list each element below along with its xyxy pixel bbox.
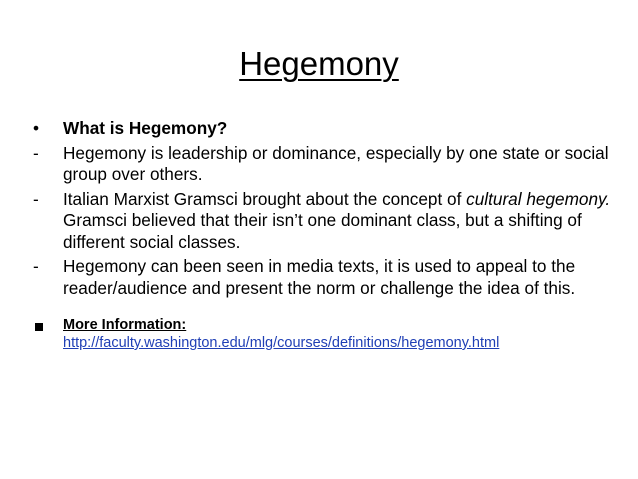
item-text-2-pre: Italian Marxist Gramsci brought about the concept of (63, 188, 467, 209)
item-text-2-post: Gramsci believed that their isn’t one dominant class, but a shifting of different social classes. (63, 210, 582, 252)
list-item (33, 143, 611, 186)
item-text-1: Hegemony is leadership or dominance, especially by one state or social group over others. (63, 142, 609, 184)
dash-marker: - (33, 188, 39, 209)
item-text-2-italic: cultural hegemony. (466, 188, 611, 209)
question-text: What is Hegemony? (63, 118, 228, 138)
dash-marker: - (33, 142, 39, 163)
bullet-dot: • (33, 118, 40, 138)
more-info-bullet (33, 316, 611, 352)
list-item (33, 189, 611, 254)
dash-marker: - (33, 256, 39, 276)
item-text-3: Hegemony can been seen in media texts, it is used to appeal to the reader/audience and present the norm or challenge the idea of this. (63, 256, 576, 298)
question-bullet (33, 118, 611, 140)
more-info-label: More Information: (63, 317, 187, 333)
list-item (33, 256, 611, 299)
slide-body (33, 118, 611, 355)
slide-title: Hegemony (239, 45, 399, 82)
square-bullet-icon (35, 323, 43, 331)
more-info-link[interactable]: http://faculty.washington.edu/mlg/courses/definitions/hegemony.html (63, 335, 500, 351)
